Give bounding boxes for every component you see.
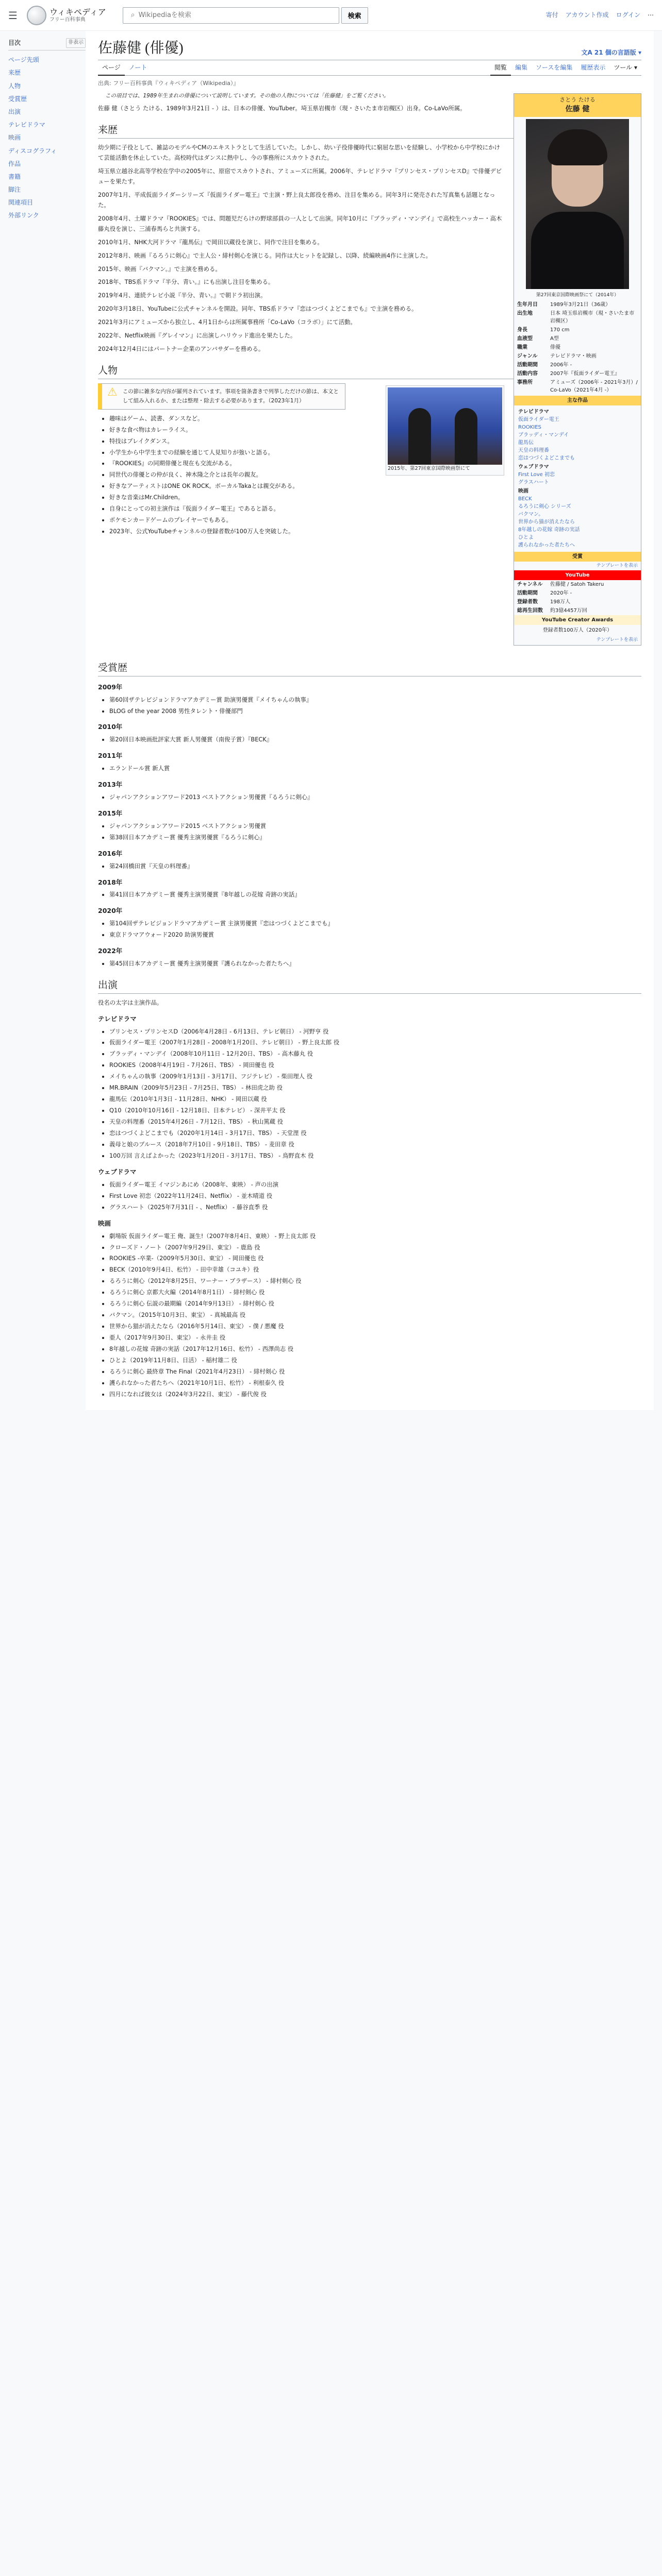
award-year: 2015年 xyxy=(98,809,123,817)
infobox-value: 俳優 xyxy=(550,344,560,350)
yt-award-items xyxy=(514,625,641,636)
search-input[interactable] xyxy=(123,7,339,24)
persona-item: • 『ROOKIES』の同期俳優と現在も交流がある。 xyxy=(109,459,641,469)
infobox-value: 日本 埼玉県岩槻市（現・さいたま市岩槻区） xyxy=(550,310,635,324)
work-item: • 8年越しの花嫁 奇跡の実話（2017年12月16日、松竹） - 西澤尚志 役 xyxy=(109,1344,641,1354)
persona-item: • ポケモンカードゲームのプレイヤーでもある。 xyxy=(109,515,641,526)
works-link[interactable]: 世界から猫が消えたなら xyxy=(518,519,575,525)
work-item: • るろうに剣心 京都大火編（2014年8月1日） - 緋村剣心 役 xyxy=(109,1287,641,1298)
work-item: • ブラッディ・マンデイ（2008年10月11日 - 12月20日、TBS） - 高木藤丸 役 xyxy=(109,1049,641,1059)
persona-item: • 趣味はゲーム、読書、ダンスなど。 xyxy=(109,414,641,424)
work-item: • First Love 初恋（2022年11月24日、Netflix） - 並木晴道 役 xyxy=(109,1191,641,1201)
toc-heading: 目次 非表示 xyxy=(8,38,86,50)
works-link[interactable]: バクマン。 xyxy=(518,511,544,517)
youtube-table xyxy=(514,580,641,615)
tab-edit-source[interactable]: ソースを編集 xyxy=(535,64,573,72)
article-body xyxy=(98,91,641,1400)
infobox-works xyxy=(514,405,641,551)
infobox-row xyxy=(514,309,641,326)
award-item: • 第45回日本アカデミー賞 優秀主演男優賞『護られなかった者たちへ』 xyxy=(109,959,641,969)
persona-item: • 自身にとっての初主演作は『仮面ライダー電王』であると語る。 xyxy=(109,504,641,514)
yt-award-header: YouTube Creator Awards xyxy=(514,615,641,625)
award-item: • 第20回日本映画批評家大賞 新人男優賞（南俊子賞）『BECK』 xyxy=(109,735,641,745)
works-link[interactable]: 恋はつづくよどこまでも xyxy=(518,455,575,461)
infobox-value: 170 cm xyxy=(550,327,570,333)
login-link[interactable]: ログイン xyxy=(616,11,640,19)
award-list xyxy=(98,959,641,969)
infobox-row xyxy=(514,326,641,334)
toc-link[interactable]: ページ先頭 xyxy=(8,56,39,64)
toc-link[interactable]: ディスコグラフィ xyxy=(8,147,57,155)
infobox-label: 生年月日 xyxy=(517,301,538,308)
search-form xyxy=(119,7,368,24)
work-item: • 亜人（2017年9月30日、東宝） - 永井圭 役 xyxy=(109,1333,641,1343)
infobox-value: テレビドラマ・映画 xyxy=(550,353,597,359)
award-year: 2022年 xyxy=(98,947,123,955)
work-item: • 100万回 言えばよかった（2023年1月20日 - 3月17日、TBS） - 鳥野直木 役 xyxy=(109,1151,641,1161)
infobox-value: A型 xyxy=(550,335,559,342)
youtube-value: 佐藤健 / Satoh Takeru xyxy=(550,582,604,588)
infobox-awards-header: 受賞 xyxy=(514,552,641,562)
work-item: • 仮面ライダー電王 イマジンあにめ（2008年、東映） - 声の出演 xyxy=(109,1180,641,1190)
language-button[interactable]: 文A 21 個の言語版 ▾ xyxy=(581,49,641,57)
infobox-label: 出生地 xyxy=(517,310,533,316)
infobox-value: アミューズ（2006年 - 2021年3月）/ Co-LaVo（2021年4月 -） xyxy=(550,379,638,393)
section-works: 出演 xyxy=(98,979,641,994)
career-paragraph: 2008年4月、土曜ドラマ『ROOKIES』では、問題児だらけの野球部員の一人として出演。同年10月に『ブラッディ・マンデイ』で高校生ハッカー・高木藤丸役を演じ、三浦春馬らと共演する。 xyxy=(98,214,502,232)
webdrama-list xyxy=(98,1180,641,1213)
award-year: 2013年 xyxy=(98,781,123,789)
award-item: • ジャパンアクションアワード2015 ベストアクション男優賞 xyxy=(109,821,641,832)
user-links xyxy=(546,10,654,20)
toc-item[interactable] xyxy=(8,171,86,183)
career-paragraph: 2018年、TBS系ドラマ『半分、青い。』にも出演し注目を集める。 xyxy=(98,278,274,286)
infobox-row xyxy=(514,300,641,309)
infobox-label: 職業 xyxy=(517,344,527,350)
more-icon[interactable]: ⋯ xyxy=(648,11,654,19)
toc-item[interactable] xyxy=(8,145,86,158)
template-link[interactable]: テンプレートを表示 xyxy=(596,563,638,568)
award-item: • BLOG of the year 2008 男性タレント・俳優部門 xyxy=(109,706,641,717)
youtube-row xyxy=(514,598,641,606)
wikipedia-logo[interactable] xyxy=(27,6,106,25)
infobox-label: 活動内容 xyxy=(517,370,538,377)
work-item: • メイちゃんの執事（2009年1月13日 - 3月17日、フジテレビ） - 柴田理人 役 xyxy=(109,1072,641,1082)
award-item: • 第60回ザテレビジョンドラマアカデミー賞 助演男優賞『メイちゃんの執事』 xyxy=(109,695,641,705)
work-item: • ひとよ（2019年11月8日、日活） - 稲村雄二 役 xyxy=(109,1355,641,1366)
work-item: • 龍馬伝（2010年1月3日 - 11月28日、NHK） - 岡田以蔵 役 xyxy=(109,1094,641,1105)
persona-item: • 2023年、公式YouTubeチャンネルの登録者数が100万人を突破した。 xyxy=(109,527,641,537)
career-paragraph: 2015年、映画『バクマン。』で主演を務める。 xyxy=(98,265,221,273)
works-group-heading: ウェブドラマ xyxy=(518,464,549,470)
page-tabs xyxy=(98,60,641,76)
section-persona: 人物 xyxy=(98,365,641,379)
toc-item[interactable] xyxy=(8,66,86,79)
award-list xyxy=(98,861,641,872)
create-account-link[interactable]: アカウント作成 xyxy=(565,11,609,19)
donate-link[interactable]: 寄付 xyxy=(545,11,558,19)
infobox-label: 身長 xyxy=(517,327,527,333)
infobox-row xyxy=(514,361,641,369)
award-list xyxy=(98,792,641,803)
career-paragraph: 2024年12月4日にはパートナー企業のアンバサダーを務める。 xyxy=(98,345,264,353)
award-year: 2010年 xyxy=(98,723,123,731)
toc-subitem[interactable] xyxy=(8,118,86,131)
work-item: • ROOKIES（2008年4月19日 - 7月26日、TBS） - 岡田優也 役 xyxy=(109,1060,641,1071)
work-item: • プリンセス・プリンセスD（2006年4月28日 - 6月13日、テレビ朝日） - 河野亨 役 xyxy=(109,1027,641,1037)
toc-item[interactable] xyxy=(8,158,86,171)
career-paragraph: 2012年8月、映画『るろうに剣心』で主人公・緋村剣心を演じる。同作は大ヒットを記録し、以降、続編映画4作に主演した。 xyxy=(98,251,432,259)
globe-icon xyxy=(27,6,46,25)
award-item: • 第24回橋田賞『天皇の料理番』 xyxy=(109,861,641,872)
award-year: 2011年 xyxy=(98,752,123,760)
infobox-value: 2007年『仮面ライダー電王』 xyxy=(550,370,620,377)
work-item: • 護られなかった者たちへ（2021年10月1日、松竹） - 利根泰久 役 xyxy=(109,1378,641,1388)
award-year: 2020年 xyxy=(98,907,123,915)
works-note: 役名の太字は主演作品。 xyxy=(98,998,163,1006)
section-tvdrama: テレビドラマ xyxy=(98,1014,137,1023)
works-link[interactable]: 護られなかった者たちへ xyxy=(518,542,575,548)
award-item: • 第104回ザテレビジョンドラマアカデミー賞 主演男優賞『恋はつづくよどこまでも』 xyxy=(109,919,641,929)
work-item: • 劇場版 仮面ライダー電王 俺、誕生!（2007年8月4日、東映） - 野上良太郎 役 xyxy=(109,1231,641,1242)
infobox-row xyxy=(514,343,641,352)
youtube-label: 活動期間 xyxy=(517,590,538,597)
career-paragraph: 2021年3月にアミューズから独立し、4月1日からは所属事務所「Co-LaVo（コラボ）」にて活動。 xyxy=(98,318,356,326)
award-year: 2018年 xyxy=(98,878,123,886)
works-link[interactable]: 天皇の料理番 xyxy=(518,447,549,453)
work-item: • Q10（2010年10月16日 - 12月18日、日本テレビ） - 深井平太 役 xyxy=(109,1106,641,1116)
youtube-value: 2020年 - xyxy=(550,590,572,597)
youtube-label: 登録者数 xyxy=(517,599,538,605)
toc-link[interactable]: 作品 xyxy=(8,160,21,167)
work-item: • クローズド・ノート（2007年9月29日、東宝） - 鹿島 役 xyxy=(109,1243,641,1253)
youtube-value: 約3億4457万回 xyxy=(550,608,587,614)
toc-link[interactable]: 人物 xyxy=(8,82,21,90)
infobox-row xyxy=(514,334,641,343)
section-awards: 受賞歴 xyxy=(98,662,641,676)
infobox xyxy=(514,93,641,646)
career-paragraph: 2020年3月18日、YouTubeに公式チャンネルを開設。同年、TBS系ドラマ『恋はつづくよどこまでも』で主演を務める。 xyxy=(98,305,418,313)
toc-link[interactable]: 外部リンク xyxy=(8,212,39,219)
work-item: • バクマン。（2015年10月3日、東宝） - 真城最高 役 xyxy=(109,1310,641,1320)
toc-item[interactable] xyxy=(8,106,86,118)
tab-read[interactable]: 閲覧 xyxy=(490,60,511,76)
section-career: 来歴 xyxy=(98,124,641,139)
infobox-name: 佐藤 健 xyxy=(565,105,590,114)
work-item: • 世界から猫が消えたなら（2016年5月14日、東宝） - 僕 / 悪魔 役 xyxy=(109,1321,641,1332)
toc-link[interactable]: 来歴 xyxy=(8,69,21,77)
award-item: • 東京ドラマアウォード2020 助演男優賞 xyxy=(109,930,641,940)
infobox-label: 活動期間 xyxy=(517,362,538,368)
toc-item[interactable] xyxy=(8,183,86,196)
work-item: • 四月になれば彼女は（2024年3月22日、東宝） - 藤代俊 役 xyxy=(109,1389,641,1400)
section-webdrama: ウェブドラマ xyxy=(98,1167,137,1176)
toc-link[interactable]: 関連項目 xyxy=(8,199,34,207)
yt-award-item: 登録者数100万人（2020年） xyxy=(542,628,613,634)
infobox-row xyxy=(514,352,641,361)
toc-link[interactable]: 出演 xyxy=(8,108,21,115)
top-header xyxy=(0,0,662,31)
toc-sublink[interactable]: テレビドラマ xyxy=(8,121,45,129)
persona-item: • 同世代の俳優との仲が良く、神木隆之介とは長年の親友。 xyxy=(109,470,641,480)
portrait-photo[interactable] xyxy=(526,119,629,289)
awards-section xyxy=(98,682,641,969)
award-year: 2009年 xyxy=(98,683,123,691)
tab-edit[interactable]: 編集 xyxy=(515,64,527,72)
works-link[interactable]: るろうに剣心 シリーズ xyxy=(518,503,571,510)
works-link[interactable]: First Love 初恋 xyxy=(518,471,555,478)
youtube-row xyxy=(514,580,641,589)
hatnote: この項目では、1989年生まれの俳優について説明しています。その他の人物については「佐藤健」をご覧ください。 xyxy=(105,92,389,99)
career-paragraph: 幼少期に子役として、雑誌のモデルやCMのエキストラとして生活していた。しかし、幼い子役俳優時代に窮屈な思いを経験し、小学校から中学校にかけて芸能活動を休止していた。高校時代はダンスに熱中し、今の事務所にスカウトされた。 xyxy=(98,144,500,161)
tab-page[interactable]: ページ xyxy=(98,60,125,76)
page-title: 佐藤健 (俳優) xyxy=(98,40,184,56)
search-button[interactable]: 検索 xyxy=(341,7,368,24)
youtube-row xyxy=(514,589,641,598)
works-link[interactable]: ROOKIES xyxy=(518,424,541,430)
award-list xyxy=(98,735,641,745)
work-item: • 仮面ライダー電王（2007年1月28日 - 2008年1月20日、テレビ朝日） - 野上良太郎 役 xyxy=(109,1038,641,1048)
main-content xyxy=(86,31,654,1410)
youtube-row xyxy=(514,606,641,615)
award-item: • 第41回日本アカデミー賞 優秀主演男優賞『8年越しの花嫁 奇跡の実話』 xyxy=(109,890,641,900)
toc-item[interactable] xyxy=(8,93,86,106)
works-link[interactable]: グラスハート xyxy=(518,479,549,485)
toc-item[interactable] xyxy=(8,80,86,93)
work-item: • るろうに剣心 伝説の最期編（2014年9月13日） - 緋村剣心 役 xyxy=(109,1299,641,1309)
work-item: • グラスハート（2025年7月31日 - 、Netflix） - 藤谷直季 役 xyxy=(109,1202,641,1213)
persona-item: • 特技はブレイクダンス。 xyxy=(109,436,641,447)
persona-item: • 小学生から中学生までの経験を通じて人見知りが強いと語る。 xyxy=(109,448,641,458)
toc-sidebar xyxy=(8,31,86,1410)
works-link[interactable]: ブラッディ・マンデイ xyxy=(518,432,569,438)
infobox-row xyxy=(514,378,641,395)
works-link[interactable]: ひとよ xyxy=(518,534,534,540)
toc-item[interactable] xyxy=(8,209,86,222)
award-year: 2016年 xyxy=(98,849,123,857)
works-link[interactable]: 8年越しの花嫁 奇跡の実話 xyxy=(518,527,580,533)
infobox-label: ジャンル xyxy=(517,353,538,359)
template-link-2[interactable]: テンプレートを表示 xyxy=(596,637,638,643)
search-icon: ⌕ xyxy=(130,11,135,20)
works-link[interactable]: 龍馬伝 xyxy=(518,439,534,446)
persona-item: • 好きなアーティストはONE OK ROCK。ボーカルTakaとは親交がある。 xyxy=(109,481,641,492)
career-paragraph: 2022年、Netflix映画『グレイマン』に出演しハリウッド進出を果たした。 xyxy=(98,332,296,340)
toc-list xyxy=(8,54,86,222)
tab-talk[interactable]: ノート xyxy=(128,64,147,72)
lead-paragraph: 佐藤 健（さとう たける、1989年3月21日 - ）は、日本の俳優、YouTuber。埼玉県岩槻市（現・さいたま市岩槻区）出身。Co-LaVo所属。 xyxy=(98,105,466,112)
tab-history[interactable]: 履歴表示 xyxy=(581,64,606,72)
youtube-label: 総再生回数 xyxy=(517,608,543,614)
career-paragraph: 2010年1月、NHK大河ドラマ『龍馬伝』で岡田以蔵役を演じ、同作で注目を集める。 xyxy=(98,238,323,246)
career-paragraph: 埼玉県立越谷北高等学校在学中の2005年に、原宿でスカウトされ、アミューズに所属。2006年、テレビドラマ『プリンセス・プリンセスD』で俳優デビューを果たす。 xyxy=(98,167,502,185)
film-list xyxy=(98,1231,641,1400)
work-item: • 義母と娘のブルース（2018年7月10日 - 9月18日、TBS） - 麦田章 役 xyxy=(109,1140,641,1150)
persona-photo[interactable] xyxy=(386,385,504,476)
award-list xyxy=(98,695,641,717)
infobox-kana: さとう たける xyxy=(559,96,595,103)
tab-tools[interactable]: ツール ▾ xyxy=(614,64,637,72)
title-bar xyxy=(98,39,641,60)
site-sub: 出典: フリー百科事典『ウィキペディア（Wikipedia）』 xyxy=(98,80,239,87)
toc-link[interactable]: 書籍 xyxy=(8,173,21,180)
toc-item[interactable] xyxy=(8,54,86,66)
work-item: • 天皇の料理番（2015年4月26日 - 7月12日、TBS） - 秋山篤蔵 役 xyxy=(109,1117,641,1127)
career-paragraph: 2019年4月、連続テレビ小説『半分、青い。』で朝ドラ初出演。 xyxy=(98,292,267,299)
works-link[interactable]: 仮面ライダー電王 xyxy=(518,416,559,422)
works-group-heading: 映画 xyxy=(518,488,528,494)
section-film: 映画 xyxy=(98,1219,111,1227)
work-item: • るろうに剣心（2012年8月25日、ワーナー・ブラザース） - 緋村剣心 役 xyxy=(109,1276,641,1286)
award-list xyxy=(98,764,641,774)
youtube-label: チャンネル xyxy=(517,582,543,588)
infobox-label: 事務所 xyxy=(517,379,533,385)
toc-subitem[interactable] xyxy=(8,131,86,144)
persona-item: • 好きな音楽はMr.Children。 xyxy=(109,493,641,503)
infobox-label: 血液型 xyxy=(517,335,533,342)
infobox-value: 1989年3月21日（36歳） xyxy=(550,301,611,308)
toc-item[interactable] xyxy=(8,196,86,209)
award-list xyxy=(98,919,641,940)
warning-icon: ⚠ xyxy=(107,385,118,399)
award-item: • エランドール賞 新人賞 xyxy=(109,764,641,774)
award-item: • 第38回日本アカデミー賞 優秀主演男優賞『るろうに剣心』 xyxy=(109,833,641,843)
infobox-header xyxy=(514,94,641,117)
youtube-value: 198万人 xyxy=(550,599,571,605)
infobox-value: 2006年 - xyxy=(550,362,572,368)
toc-link[interactable]: 受賞歴 xyxy=(8,95,27,103)
infobox-works-header: 主な作品 xyxy=(514,396,641,405)
infobox-row xyxy=(514,369,641,378)
award-item: • ジャパンアクションアワード2013 ベストアクション男優賞『るろうに剣心』 xyxy=(109,792,641,803)
award-list xyxy=(98,890,641,900)
works-link[interactable]: BECK xyxy=(518,496,532,502)
work-item: • 恋はつづくよどこまでも（2020年1月14日 - 3月17日、TBS） - 天堂浬 役 xyxy=(109,1128,641,1139)
cleanup-notice: ⚠ この節に雑多な内容が羅列されています。事項を箇条書きで列挙しただけの節は、本文として組み入れるか、または整理・除去する必要があります。（2023年1月） xyxy=(98,383,345,410)
toc-sublink[interactable]: 映画 xyxy=(8,134,21,142)
persona-photo-caption: 2015年、第27回東京国際映画祭にて xyxy=(388,465,470,471)
infobox-table xyxy=(514,300,641,395)
logo-title: ウィキペディア xyxy=(49,7,106,17)
toc-link[interactable]: 脚注 xyxy=(8,186,21,194)
work-item: • MR.BRAIN（2009年5月23日 - 7月25日、TBS） - 林田虎之助 役 xyxy=(109,1083,641,1093)
photo-caption: 第27回東京国際映画祭にて（2014年） xyxy=(536,293,619,298)
work-item: • るろうに剣心 最終章 The Final（2021年4月23日） - 緋村剣心 役 xyxy=(109,1367,641,1377)
youtube-header: YouTube xyxy=(514,570,641,580)
menu-icon[interactable]: ☰ xyxy=(8,9,18,22)
works-group-heading: テレビドラマ xyxy=(518,409,549,415)
award-list xyxy=(98,821,641,843)
toc-hide-button[interactable]: 非表示 xyxy=(66,38,86,48)
persona-item: • 好きな食べ物はカレーライス。 xyxy=(109,425,641,435)
work-item: • BECK（2010年9月4日、松竹） - 田中幸雄（コユキ）役 xyxy=(109,1265,641,1275)
work-item: • ROOKIES -卒業-（2009年5月30日、東宝） - 岡田優也 役 xyxy=(109,1253,641,1264)
career-paragraph: 2007年1月、平成仮面ライダーシリーズ『仮面ライダー電王』で主演・野上良太郎役を務め、注目を集める。同年3月に発売された写真集も話題となった。 xyxy=(98,191,495,209)
tvdrama-list xyxy=(98,1027,641,1161)
logo-subtitle: フリー百科事典 xyxy=(49,16,86,23)
